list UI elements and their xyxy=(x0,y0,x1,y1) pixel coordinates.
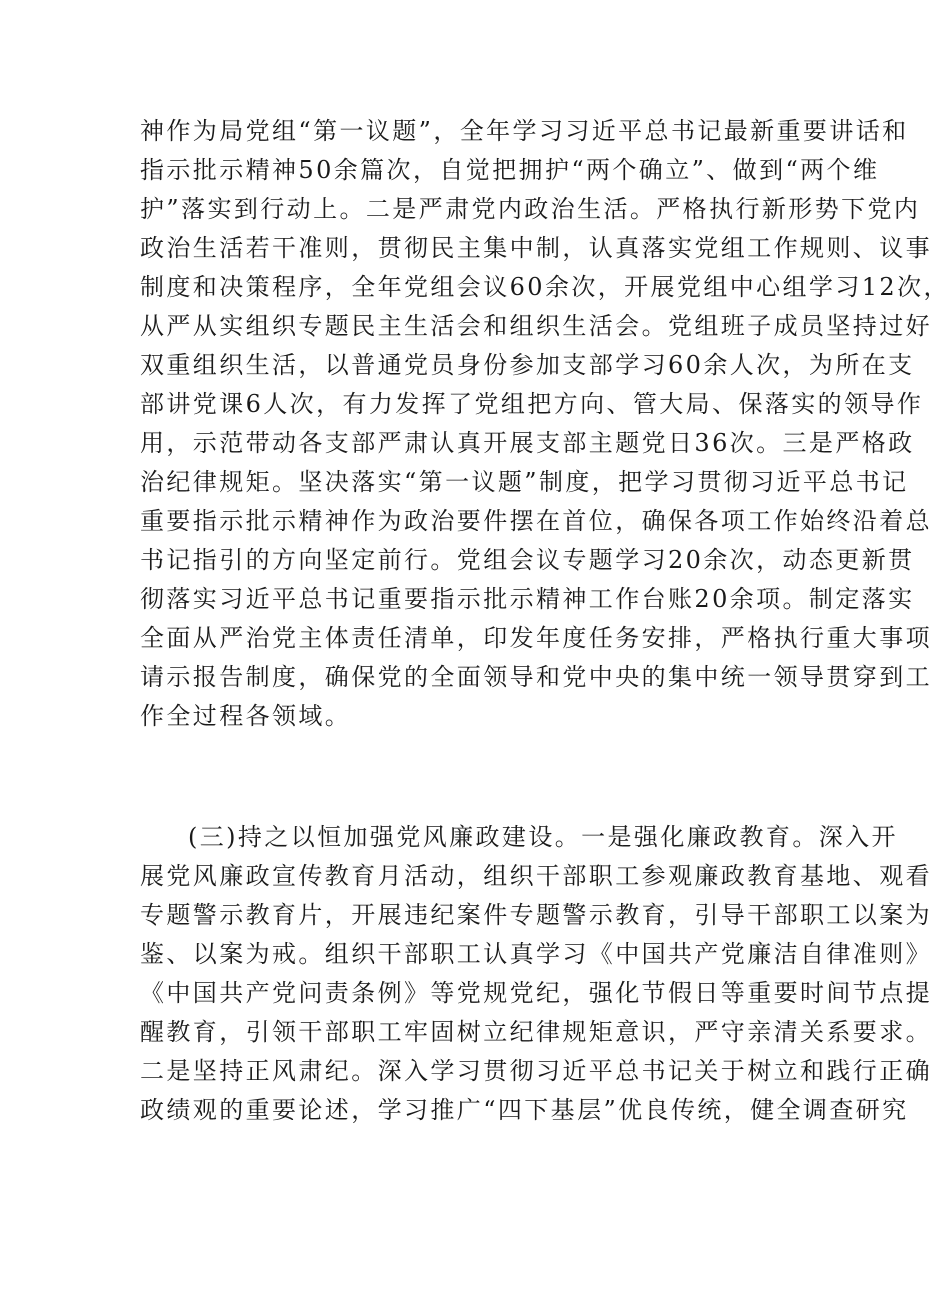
text-line: 全面从严治党主体责任清单，印发年度任务安排，严格执行重大事项 xyxy=(140,624,932,652)
text-line: 双重组织生活，以普通党员身份参加支部学习60余人次，为所在支 xyxy=(140,351,915,379)
text-line: 作全过程各领域。 xyxy=(140,702,352,730)
text-line: 护”落实到行动上。二是严肃党内政治生活。严格执行新形势下党内 xyxy=(140,195,921,223)
text-line: 二是坚持正风肃纪。深入学习贯彻习近平总书记关于树立和践行正确 xyxy=(140,1057,932,1085)
text-line: 指示批示精神50余篇次，自觉把拥护“两个确立”、做到“两个维 xyxy=(140,156,880,184)
text-line: 请示报告制度，确保党的全面领导和党中央的集中统一领导贯穿到工 xyxy=(140,663,932,691)
text-line: 专题警示教育片，开展违纪案件专题警示教育，引导干部职工以案为 xyxy=(140,901,932,929)
text-line: 部讲党课6人次，有力发挥了党组把方向、管大局、保落实的领导作 xyxy=(140,390,924,418)
text-line: 醒教育，引领干部职工牢固树立纪律规矩意识，严守亲清关系要求。 xyxy=(140,1018,932,1046)
text-line: 政治生活若干准则，贯彻民主集中制，认真落实党组工作规则、议事 xyxy=(140,234,932,262)
paragraph-clean-governance xyxy=(140,818,932,1130)
text-line: 鉴、以案为戒。组织干部职工认真学习《中国共产党廉洁自律准则》 xyxy=(140,940,932,968)
text-line: 《中国共产党问责条例》等党规党纪，强化节假日等重要时间节点提 xyxy=(140,979,932,1007)
text-line: 重要指示批示精神作为政治要件摆在首位，确保各项工作始终沿着总 xyxy=(140,507,932,535)
text-line: 制度和决策程序，全年党组会议60余次，开展党组中心组学习12次， xyxy=(140,273,950,301)
text-line: 书记指引的方向坚定前行。党组会议专题学习20余次，动态更新贯 xyxy=(140,546,915,574)
text-line: 神作为局党组“第一议题”，全年学习习近平总书记最新重要讲话和 xyxy=(140,117,909,145)
text-line: 政绩观的重要论述，学习推广“四下基层”优良传统，健全调查研究 xyxy=(140,1096,909,1124)
text-line: 治纪律规矩。坚决落实“第一议题”制度，把学习贯彻习近平总书记 xyxy=(140,468,909,496)
text-line: 彻落实习近平总书记重要指示批示精神工作台账20余项。制定落实 xyxy=(140,585,915,613)
paragraph-party-building xyxy=(140,112,950,736)
text-line: 用，示范带动各支部严肃认真开展支部主题党日36次。三是严格政 xyxy=(140,429,915,457)
text-line: (三)持之以恒加强党风廉政建设。一是强化廉政教育。深入开 xyxy=(188,823,898,851)
text-line: 从严从实组织专题民主生活会和组织生活会。党组班子成员坚持过好 xyxy=(140,312,932,340)
text-line: 展党风廉政宣传教育月活动，组织干部职工参观廉政教育基地、观看 xyxy=(140,862,932,890)
